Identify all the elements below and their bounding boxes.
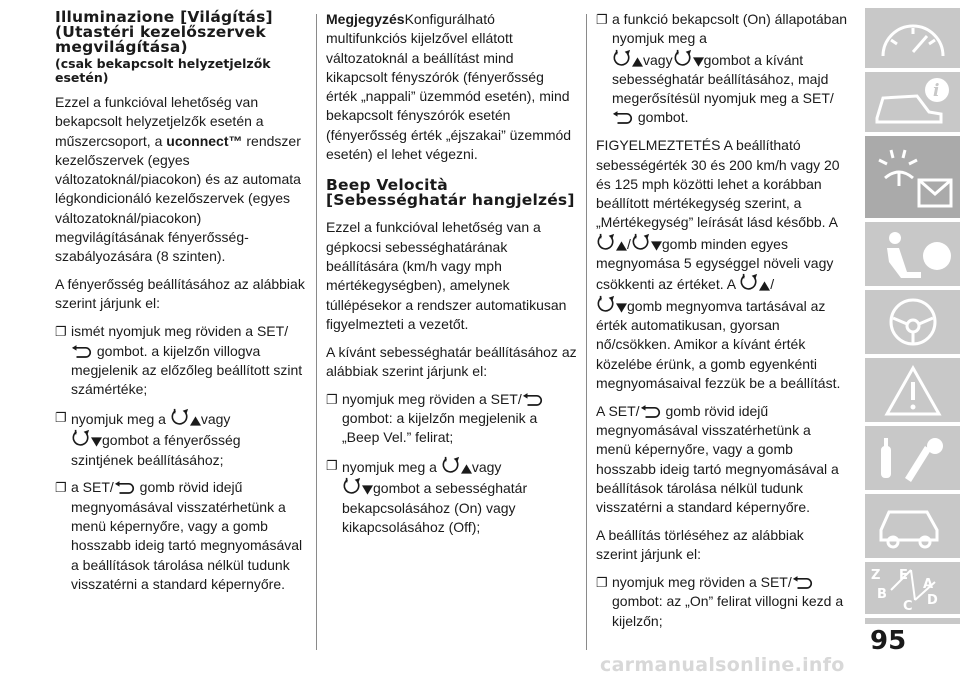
knob-icon	[739, 273, 759, 291]
back-button-icon	[612, 111, 634, 124]
steps-list	[596, 573, 848, 631]
tab-start-drive[interactable]	[865, 290, 960, 354]
tab-specs[interactable]	[865, 562, 960, 614]
svg-text:Z: Z	[871, 568, 881, 583]
arrow-up-icon	[461, 464, 472, 474]
column-divider	[316, 14, 317, 650]
arrow-up-icon	[632, 57, 643, 67]
list-item: ❐ nyomjuk meg a vagy gombot a fényerősség szintjének beállításához;	[55, 409, 241, 468]
knob-icon	[71, 429, 91, 447]
section-heading-beep: Beep Velocità [Sebességhatár hangjelzés]	[326, 176, 575, 210]
note-paragraph: MegjegyzésKonfigurálható multifunkciós kijelzővel ellátott változatoknál a beállítást mind kikapcsolt fényszórók (fényerősség érték „nappali” üzemmód esetén), mind bekapcsolt fényszórók esetén (fényerősség érték „éjszakai” üzemmód esetén) el lehet végezni.	[326, 11, 572, 163]
arrow-up-icon	[616, 241, 627, 251]
bullet-icon: ❐	[326, 458, 338, 474]
svg-text:E: E	[899, 568, 908, 583]
paragraph: A beállítás törléséhez az alábbiak szerint járjunk el:	[596, 526, 804, 563]
paragraph: Ezzel a funkcióval lehetőség van bekapcsolt helyzetjelzők esetén a műszercsoport, a uconnect™ rendszer kezelőszervek (egyes változatoknál/piacokon) és az automata légkondicionáló kezelőszervek (egyes változatoknál/piacokon) megvilágításának fényerősség-szabályozására (8 szinten).	[55, 94, 301, 265]
back-button-icon	[114, 481, 136, 494]
paragraph: A SET/ gomb rövid idejű megnyomásával visszatérhetünk a menü képernyőre, vagy a gomb hosszabb ideig tartó megnyomásával a beállítások tárolása nélkül tudunk visszatérni a standard képernyőre.	[596, 402, 839, 516]
note-label: Megjegyzés	[326, 11, 405, 27]
back-button-icon	[522, 393, 544, 406]
knob-icon	[170, 408, 190, 426]
bullet-icon: ❐	[55, 480, 67, 496]
tab-dashboard[interactable]	[865, 8, 960, 68]
svg-text:D: D	[927, 593, 938, 608]
steps-list	[55, 322, 305, 594]
paragraph: Ezzel a funkcióval lehetőség van a gépkocsi sebességhatárának beállítására (km/h vagy mph mértékegységben), amelynek túllépésekor a rendszer automatikusan figyelmezteti a vezetőt.	[326, 219, 567, 332]
brand-name: uconnect™	[166, 132, 243, 149]
back-button-icon	[640, 405, 662, 418]
list-item: ❐ nyomjuk meg a vagy gombot a sebességhatár bekapcsolásához (On) vagy kikapcsolásához (Off);	[326, 458, 528, 536]
knob-icon	[673, 49, 693, 67]
list-item: ❐ ismét nyomjuk meg röviden a SET/ gombot. a kijelzőn villogva megjelenik az előzőleg beállított szint számértéke;	[55, 323, 303, 398]
knob-icon	[596, 233, 616, 251]
list-item: ❐ nyomjuk meg röviden a SET/ gombot: a kijelzőn megjelenik a „Beep Vel.” felirat;	[326, 390, 578, 448]
bullet-icon: ❐	[55, 324, 67, 340]
column-divider	[586, 14, 587, 650]
knob-icon	[596, 295, 616, 313]
svg-text:i: i	[933, 81, 940, 101]
knob-icon	[441, 456, 461, 474]
bullet-icon: ❐	[326, 391, 338, 407]
tab-index[interactable]	[865, 618, 960, 624]
warning-paragraph: FIGYELMEZTETÉS A beállítható sebességérték 30 és 200 km/h vagy 20 és 125 mph közötti lehet a korábban beállított mértékegység szerint, a „Mértékegység” leírását lásd később. A / gomb minden egyes megnyomása 5 egységgel növeli vagy csökkenti az értéket. A / gomb megnyomva tartásával az érték automatikusan, gyorsan nő/csökken. Amikor a kívánt érték közelébe érünk, a gomb egyenkénti megnyomásaival fezzük be a beállítást.	[596, 137, 841, 391]
knob-icon	[342, 477, 362, 495]
column-right	[596, 10, 848, 639]
list-item: ❐ a funkció bekapcsolt (On) állapotában nyomjuk meg a vagy gombot a kívánt sebességhatár beállításához, majd megerősítésül nyomjuk meg a SET/ gombot.	[596, 11, 848, 126]
arrow-up-icon	[759, 281, 770, 291]
chapter-tabs	[865, 0, 960, 678]
bullet-icon: ❐	[55, 409, 67, 425]
back-button-icon	[71, 345, 93, 358]
svg-text:A: A	[923, 577, 934, 592]
list-item: ❐ a SET/ gomb rövid idejű megnyomásával visszatérhetünk a menü képernyőre, vagy a gomb hosszabb ideig tartó megnyomásával a beállítások tárolása nélkül tudunk visszatérni a standard képernyőre.	[55, 479, 303, 592]
arrow-down-icon	[616, 303, 627, 313]
steps-list	[326, 390, 578, 538]
tab-safety[interactable]	[865, 222, 960, 286]
bullet-icon: ❐	[596, 12, 608, 27]
paragraph: A kívánt sebességhatár beállításához az alábbiak szerint járjunk el:	[326, 343, 577, 379]
watermark-text: carmanualsonline.info	[600, 654, 845, 676]
section-subheading: (csak bekapcsolt helyzetjelzők esetén)	[55, 56, 271, 85]
svg-text:B: B	[877, 587, 887, 602]
tab-lights-active[interactable]	[865, 136, 960, 218]
arrow-down-icon	[693, 57, 704, 67]
arrow-down-icon	[362, 485, 373, 495]
column-left	[55, 10, 305, 603]
steps-list	[596, 10, 848, 128]
list-item: ❐ nyomjuk meg röviden a SET/ gombot: az „On” felirat villogni kezd a kijelzőn;	[596, 574, 844, 629]
tab-warnings[interactable]	[865, 358, 960, 422]
chapter-sidebar	[865, 0, 960, 678]
tab-emergency[interactable]	[865, 426, 960, 490]
paragraph: A fényerősség beállításához az alábbiak szerint járjunk el:	[55, 276, 305, 312]
column-middle	[326, 10, 578, 546]
knob-icon	[631, 233, 651, 251]
arrow-down-icon	[91, 437, 102, 447]
bullet-icon: ❐	[596, 575, 608, 591]
section-heading-illumination: Illuminazione [Világítás] (Utastéri kezelőszervek megvilágítása)	[55, 8, 273, 56]
arrow-down-icon	[651, 241, 662, 251]
knob-icon	[612, 49, 632, 67]
page-number: 95	[870, 626, 907, 656]
back-button-icon	[792, 576, 814, 589]
svg-text:C: C	[903, 599, 913, 614]
tab-maintenance[interactable]	[865, 494, 960, 558]
tab-info[interactable]	[865, 72, 960, 132]
arrow-up-icon	[190, 416, 201, 426]
